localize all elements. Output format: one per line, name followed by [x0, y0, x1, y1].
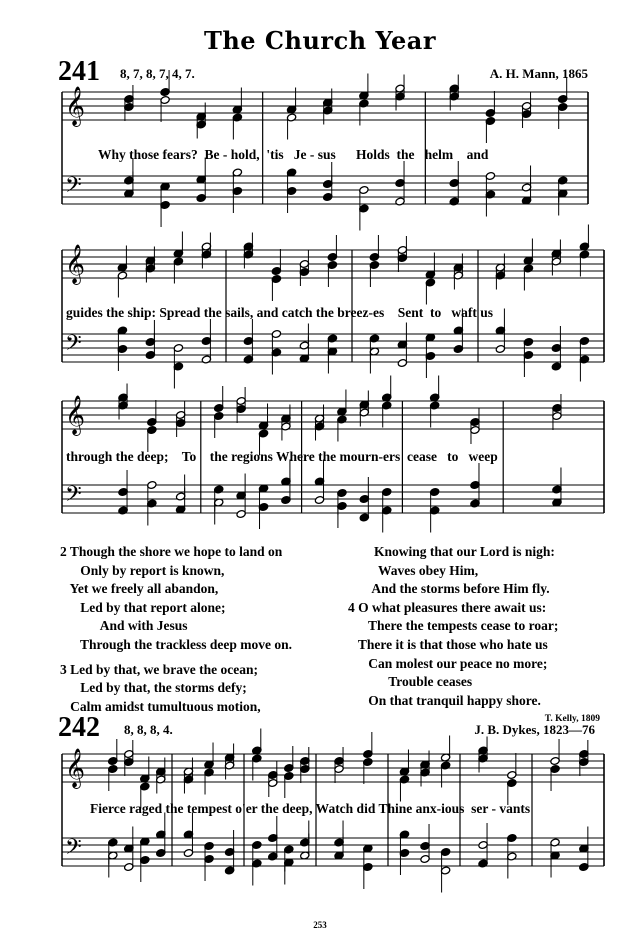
page-number: 253 — [313, 920, 327, 930]
stanza-line: Trouble ceases — [348, 674, 473, 690]
hymn-241-stanzas-left — [60, 543, 292, 716]
treble-clef: 𝄞 — [65, 86, 86, 126]
hymn-242-lyric-line-1: Fierce raged the tempest o'er the deep, Watch did Thine anx-ious ser - vants — [90, 801, 531, 816]
stanza-line: There it is that those who hate us — [348, 636, 548, 652]
stanza-line: Can molest our peace no more; — [348, 655, 548, 671]
page-title: The Church Year — [203, 26, 436, 55]
stanza-line: On that tranquil happy shore. — [348, 692, 541, 708]
stanza-line: Calm amidst tumultuous motion, — [60, 698, 261, 714]
hymn-241-author: T. Kelly, 1809 — [544, 714, 600, 725]
stanza-line: And the storms before Him fly. — [362, 581, 550, 597]
stanza-line: Led by that, the storms defy; — [60, 680, 247, 696]
treble-clef: 𝄞 — [65, 748, 86, 788]
stanza-line: 3 Led by that, we brave the ocean; — [60, 661, 258, 677]
hymn-241-lyric-line-3: through the deep; To the regions Where the mourn-ers cease to weep — [66, 449, 498, 464]
stanza-line: Led by that report alone; — [60, 599, 226, 615]
stanza-line: 4 O what pleasures there await us: — [348, 599, 547, 615]
hymn-241-meter: 8, 7, 8, 7, 4, 7. — [120, 66, 195, 81]
bass-clef: 𝄢 — [65, 835, 82, 865]
treble-clef: 𝄞 — [65, 395, 86, 435]
hymn-241-stanzas-right — [348, 543, 600, 729]
bass-clef: 𝄢 — [65, 482, 82, 512]
bass-clef: 𝄢 — [65, 173, 82, 203]
hymn-242-meter: 8, 8, 8, 4. — [124, 722, 173, 737]
hymn-242-number: 242 — [58, 712, 100, 743]
treble-clef: 𝄞 — [65, 244, 86, 284]
stanza-line: Yet we freely all abandon, — [60, 581, 219, 597]
stanza-line: There the tempests cease to roar; — [348, 618, 559, 634]
stanza-line: Knowing that our Lord is nigh: — [374, 544, 555, 559]
hymn-241-number: 241 — [58, 56, 100, 87]
hymn-241-lyric-line-2: guides the ship: Spread the sails, and catch the breez-es Sent to waft us — [66, 305, 494, 320]
stanza-line: Only by report is known, — [60, 562, 225, 578]
stanza-line: Waves obey Him, — [358, 562, 479, 578]
stanza-line: And with Jesus — [60, 618, 188, 634]
hymn-241-lyric-line-1: Why those fears? Be - hold, 'tis Je - sus Holds the helm and — [98, 147, 489, 162]
stanza-line: Through the trackless deep move on. — [60, 636, 293, 652]
stanza-line: 2 Though the shore we hope to land on — [60, 544, 283, 559]
bass-clef: 𝄢 — [65, 331, 82, 361]
hymn-241-composer: A. H. Mann, 1865 — [489, 66, 588, 81]
hymn-242-composer: J. B. Dykes, 1823—76 — [474, 722, 595, 737]
